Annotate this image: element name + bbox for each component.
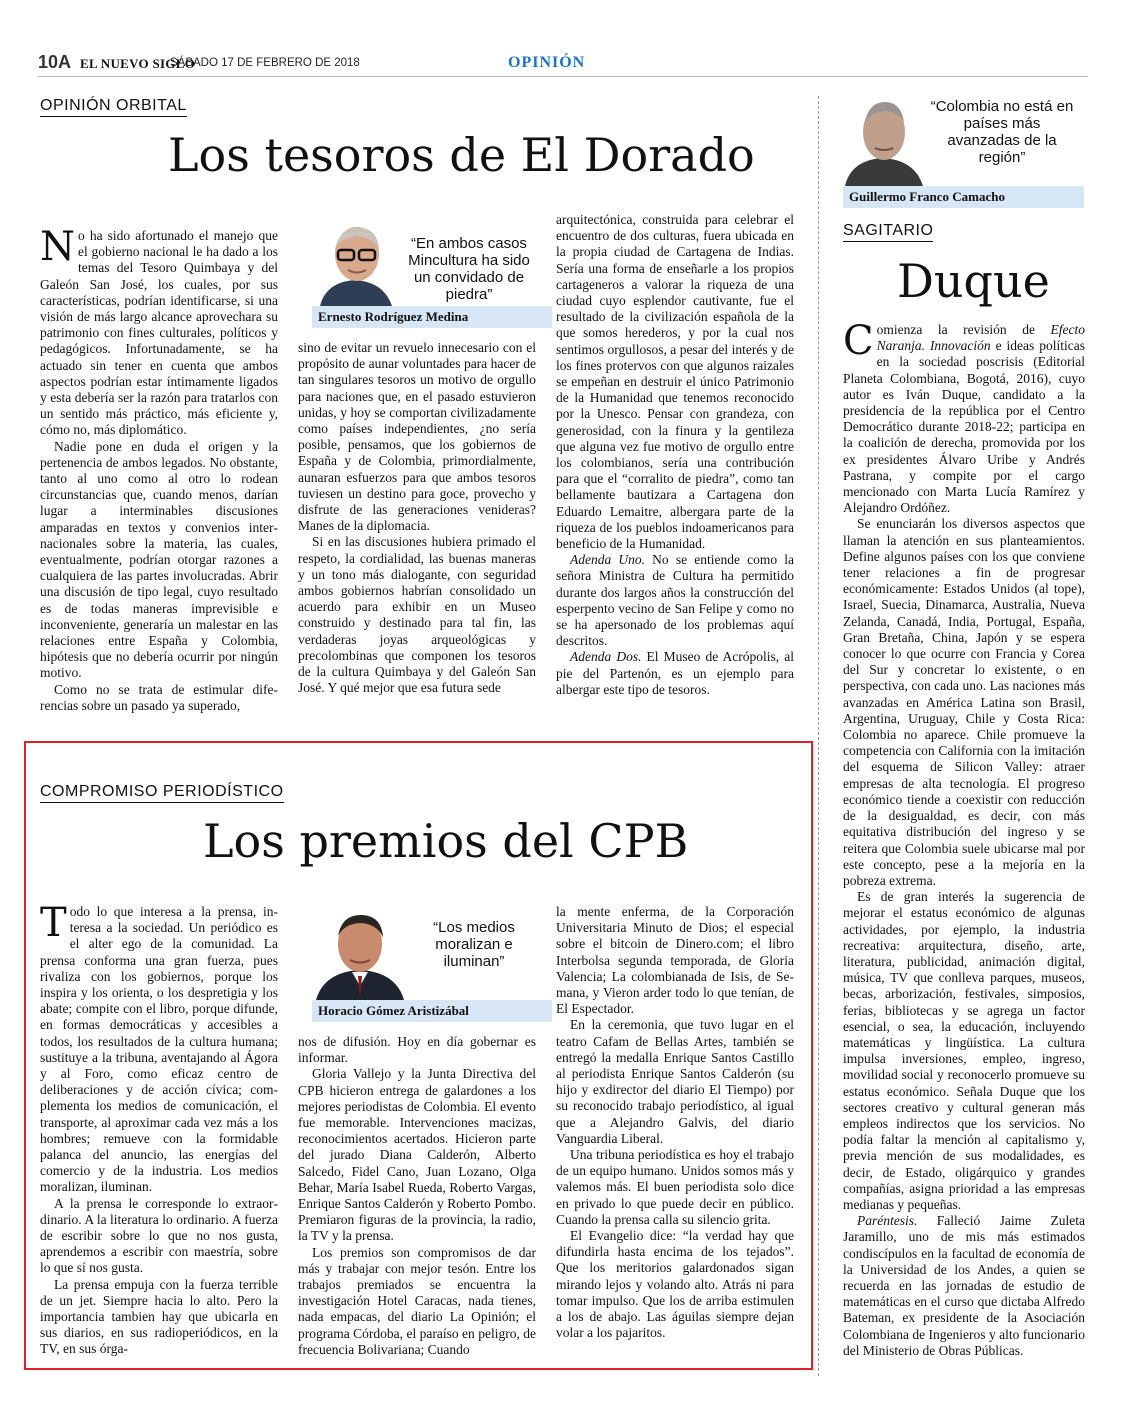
article1-kicker: OPINIÓN ORBITAL bbox=[40, 97, 187, 117]
column-divider bbox=[818, 96, 819, 1376]
article2-column-3: la mente enferma, de la Corporación Universitaria Minuto de Dios; el especial sobre el bitcoin de Dinero.com; el libro Interbolsa segunda temporada, de Gloria Valencia; La colombianada de Isis, de Semana, y Vieron arder todo lo que tenían, de El Espectador. En la ceremonia, que tuvo lugar en el teatro Cafam de Bellas Artes, también se entregó la medalla Enrique Santos Castillo al periodista Enrique Santos Calderón (su hijo y exdirector del diario El Tiempo) por su reconocido trabajo periodístico, al igual que a Alejandro Galvis, del diario Vanguardia Liberal. Una tribuna periodística es hoy el trabajo de un equipo humano. Unidos somos más y valemos más. El buen periodista solo dice en privado lo que puede decir en público. Cuando la prensa calla su silencio grita. El Evangelio dice: “la verdad hay que difundirla hasta encima de los tejados”. Que los meritorios galardonados sigan mirando lejos y volando alto. Atrás ni para tomar impulso. Que los de arriba estimulen a los de abajo. Las águilas siempre dejan volar a los pajaritos. bbox=[556, 904, 794, 1341]
article3-kicker: SAGITARIO bbox=[843, 222, 933, 242]
dropcap: C bbox=[843, 318, 874, 364]
newspaper-name: EL NUEVO SIGLO bbox=[80, 56, 196, 71]
article1-column-1: No ha sido afortunado el manejo que el gobierno nacional le ha dado a los temas del Tesoro Quimbaya y del Galeón San José, los cuales, por sus características, podrían identificarse, si una visión de más largo alcance aprovechara su patrimonio con fines culturales, políticos y pedagógicos. Infortunadamente, se ha actuado sin tener en cuenta que ambos aspectos podrían estar íntimamente ligados y esta debería ser la razón para tratarlos con un sentido más práctico, más eficiente y, cómo no, más diplomático. Nadie pone en duda el origen y la pertenencia de ambos legados. No obstante, tanto al uno como al otro lo rodean circunstancias que, cuando menos, darían lugar a interminables discusiones amparadas en textos y convenios internacionales sobre la materia, las cuales, eventualmente, podrían otorgar razones a cualquiera de las partes involucradas. Abrir una discusión de tipo legal, cuyo resultado es de todas maneras imprevisible e inconveniente, generaría un malestar en las relaciones entre España y Colombia, hipótesis que no debería ocurrir por ningún motivo. Como no se trata de estimular diferencias sobre un pasado ya superado, bbox=[40, 224, 278, 713]
article1-pull-quote: “En ambos casos Mincultura ha sido un convidado de piedra” bbox=[408, 235, 530, 303]
article1-column-2: sino de evitar un revuelo innecesario con el propósito de aunar voluntades para hacer de tan singulares tesoros un motivo de orgullo para naciones que, en el pasado estuvieron unidas, y hoy se comportan civilizadamente como países independientes, ¿no sería posible, pensamos, que los gobiernos de España y de Colombia, primordialmente, aunaran esfuerzos para que ambos tesoros tuviesen un destino para goce, provecho y disfrute de las generaciones venideras? Manes de la diplomacia. Si en las discusiones hubiera primado el respeto, la cordialidad, las buenas maneras y un tono más dialogante, con seguridad ambos gobiernos habrían consolidado un acuerdo para exhibir en un Museo construido y destinado para tal fin, las verdaderas joyas arqueológicas y precolombinas que componen los tesoros de la cultura Quimbaya y del Galeón San José. Y qué mejor que esa futura sede bbox=[298, 340, 536, 696]
author-photo-gomez bbox=[312, 910, 408, 1000]
article2-column-1: Todo lo que interesa a la prensa, interesa a la sociedad. Un periódico es el alter ego de la comunidad. La prensa conforma una gran fuerza, pues rivaliza con los gobiernos, porque los inspira y los orienta, o los despretigia y los abate; compite con el libro, porque difunde, en formas democráticas y accesibles a todos, los resultados de la cultura humana; sustituye a la tribuna, aventajando al Ágora y al Foro, como eficaz centro de deliberaciones y de acción cívica; complementa los medios de comunicación, el transporte, al aproximar cada vez más a los hombres; remueve con la formidable palanca del anuncio, las energías del comercio y de la industria. Los medios moralizan, iluminan. A la prensa le corresponde lo extraordinario. A la literatura lo ordinario. A fuerza de escribir sobre lo que no nos gusta, aprendemos a escribir con maestría, sobre lo que sí nos gusta. La prensa empuja con la fuerza terrible de un jet. Siempre hacia lo alto. Pero la importancia tambien hay que ubicarla en sus diarios, en sus radioperiódicos, en la TV, en sus órga- bbox=[40, 900, 278, 1357]
author-photo-franco bbox=[843, 94, 925, 186]
article1-column-3: arquitectónica, construida para celebrar el encuentro de dos culturas, fuera ubicada en la propia ciudad de Cartagena de Indias. Sería una forma de enseñarle a los propios cartageneros a valorar la riqueza de una ciudad cuyo esplendor cautivante, fue el resultado de la civilización española de la que somos herederos, y por la cual nos sentimos orgullosos, a pesar del interés y de los fines protervos con que algunos raizales se empeñan en destruir el único Patrimonio de la Humanidad que tenemos reconocido por la Unesco. Pensar con grandeza, con generosidad, con la finura y la gentileza que alguna vez fue motivo de orgullo entre los colombianos, sería una contribución para que el “corralito de piedra”, como tan bellamente bautizara a Cartagena don Eduardo Lemaitre, albergara parte de la riqueza de los pueblos indoamericanos para beneficio de la Humanidad. Adenda Uno. No se entiende como la señora Ministra de Cultura ha permitido durante dos largos años la construcción del esperpento vecino de San Felipe y como no se ha apersonado de los problemas aquí descritos. Adenda Dos. El Museo de Acrópolis, al pie del Partenón, es un ejemplo para albergar este tipo de tesoros. bbox=[556, 212, 794, 697]
article2-kicker: COMPROMISO PERIODÍSTICO bbox=[40, 783, 284, 803]
issue-date: SÁBADO 17 DE FEBRERO DE 2018 bbox=[170, 57, 360, 69]
article3-author: Guillermo Franco Camacho bbox=[843, 186, 1084, 208]
dropcap: T bbox=[40, 900, 67, 946]
article2-pull-quote: “Los medios moralizan e iluminan” bbox=[433, 919, 515, 970]
article3-body: Comienza la revisión de Efecto Naranja. Innovación e ideas políticas en la sociedad poscrisis (Editorial Planeta Colombiana, Bogotá, 2016), cuyo autor es Iván Duque, candidato a la presidencia de la república por el Centro Democrático durante 2018-22; participa en la coalición de derecha, promovida por los ex presidentes Álvaro Uribe y Andrés Pastrana, y compite por el cargo mencionado con Marta Lucía Ramírez y Alejandro Ordóñez. Se enunciarán los diversos aspectos que llaman la atención en sus planteamientos. Define algunos países con los que conviene tener relaciones a fin de progresar económicamente: Estados Unidos (al tope), Israel, Suecia, Dinamarca, Australia, Nueva Zelanda, Canadá, India, Portugal, España, Gran Bretaña, China, Japón y se espera conocer lo que ocurre con Francia y Corea del Sur y concretar lo existente, o en perspectiva, con cada uno. Las naciones más avanzadas en América Latina son Brasil, Argentina, Uruguay, Chile y Costa Rica: Colombia no aparece. Chile promueve la competencia con California con la imitación del esquema de Silicon Valley: atraer empresas de alta tecnología. El progreso económico tiende a coexistir con reducción de la desigualdad, es decir, con más equitativa distribución del ingreso y se reitera que Colombia suele ubicarse mal por este concepto, pese a la mejoría en la pobreza extrema. Es de gran interés la sugerencia de mejorar el estatus económico de algunas actividades, por ejemplo, la industria recreativa: arquitectura, diseño, arte, literatura, publicidad, animación digital, música, TV que conlleva parques, museos, becas, arborización, festivales, simposios, ferias, bibliotecas y se agrega un factor esencial, o sea, la educación, incluyendo matemáticas y lingüística. La cultura impulsa inversiones, empleo, ingreso, movilidad social y reconocerlo promueve su estatus económico. Señala Duque que los sectores creativo y cultural generan más empleos indirectos que los servicios. No podía faltar la mención al capitalismo y, previa mención de sus modalidades, es decir, de Estado, oligárquico y grandes compañías, asigna prioridad a las empresas medianas y pequeñas. Paréntesis. Falleció Jaime Zuleta Jaramillo, uno de mis más estimados condiscípulos en la facultad de economía de la Universidad de los Andes, a quien se recuerda en las jornadas de estudio de matemáticas en el curso que dictaba Alfredo Bateman, ex presidente de la Asociación Colombiana de Ingenieros y alto funcionario del Ministerio de Obras Públicas. bbox=[843, 318, 1085, 1358]
masthead bbox=[38, 48, 1088, 77]
section-name: OPINIÓN bbox=[508, 54, 586, 71]
article1-title: Los tesoros de El Dorado bbox=[168, 128, 755, 182]
author-photo-rodriguez bbox=[312, 222, 398, 306]
dropcap: N bbox=[40, 224, 75, 270]
article3-pull-quote: “Colombia no está en países más avanzadas de la región” bbox=[930, 98, 1074, 166]
article3-title: Duque bbox=[897, 254, 1050, 308]
article2-author: Horacio Gómez Aristizábal bbox=[312, 1000, 552, 1022]
article1-author: Ernesto Rodríguez Medina bbox=[312, 306, 552, 328]
article2-title: Los premios del CPB bbox=[203, 814, 689, 868]
page-number: 10A bbox=[38, 52, 72, 72]
article2-column-2: nos de difusión. Hoy en día gobernar es informar. Gloria Vallejo y la Junta Directiva del CPB hicieron entrega de galardones a los mejores periodistas de Colombia. El evento fue memorable. Intervenciones macizas, reconocimientos acertados. Hicieron parte del jurado Diana Calderón, Alberto Salcedo, Fidel Cano, Juan Lozano, Olga Behar, María Isabel Rueda, Roberto Vargas, Enrique Santos Calderón y Roberto Pombo. Premiaron figuras de la provincia, la radio, la TV y la prensa. Los premios son compromisos de dar más y trabajar con mejor tesón. Entre los trabajos premiados se encuentra la investigación Hotel Caracas, nada tienes, nada empacas, del diario La Opinión; el programa Córdoba, el paraíso en peligro, de frecuencia Bolivariana; Cuando bbox=[298, 1034, 536, 1357]
